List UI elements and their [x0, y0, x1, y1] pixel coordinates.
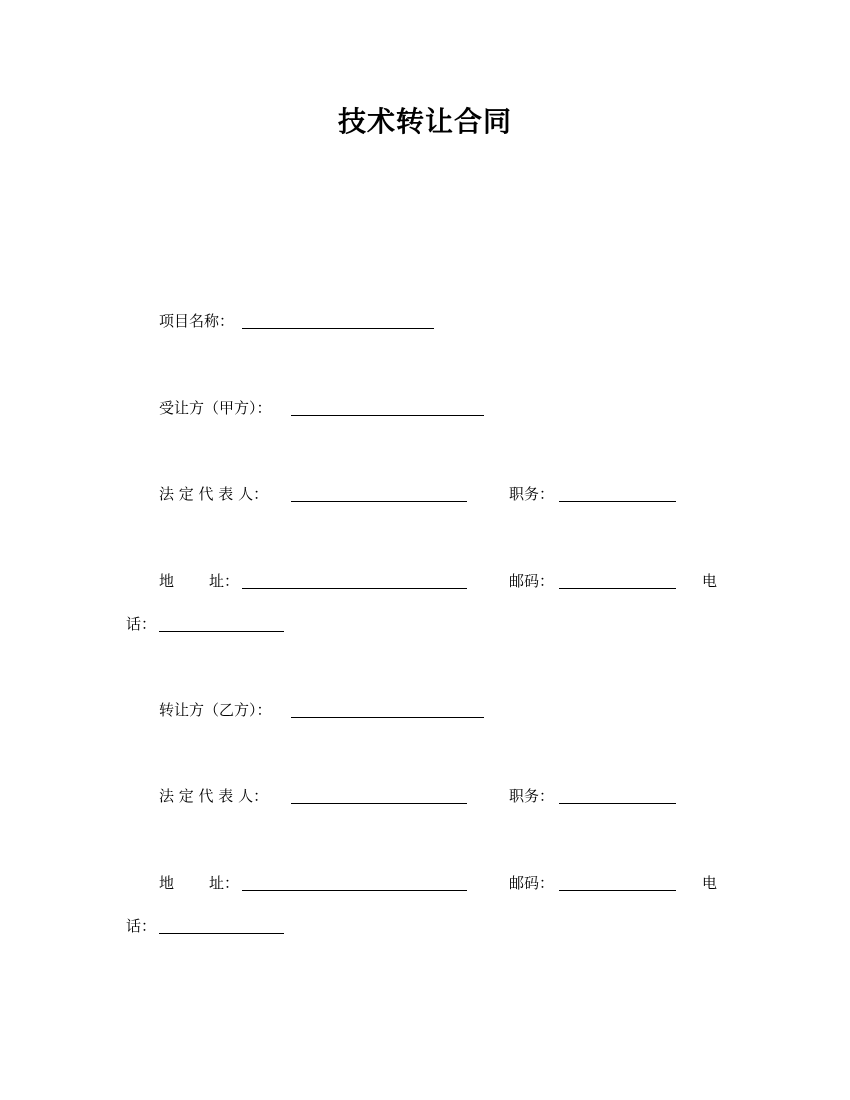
- party-a-postcode-blank[interactable]: [559, 588, 676, 589]
- party-b-phone-label-1: 电: [702, 874, 718, 892]
- party-a-address-blank[interactable]: [242, 588, 467, 589]
- transferee-label: 受让方（甲方）：: [159, 399, 272, 417]
- party-b-address-blank[interactable]: [242, 890, 467, 891]
- party-b-position-blank[interactable]: [559, 803, 676, 804]
- party-a-legal-rep-label: 法 定 代 表 人：: [159, 485, 269, 503]
- party-a-position-label: 职务：: [509, 485, 555, 503]
- document-title: 技术转让合同: [337, 105, 512, 138]
- party-b-phone-blank[interactable]: [159, 933, 284, 934]
- party-b-postcode-blank[interactable]: [559, 890, 676, 891]
- party-a-position-blank[interactable]: [559, 501, 676, 502]
- party-a-phone-label-1: 电: [702, 572, 718, 590]
- party-a-phone-blank[interactable]: [159, 631, 284, 632]
- transferee-blank[interactable]: [291, 415, 484, 416]
- transferor-label: 转让方（乙方）：: [159, 701, 272, 719]
- party-a-postcode-label: 邮码：: [509, 572, 555, 590]
- party-b-position-label: 职务：: [509, 787, 555, 805]
- project-name-blank[interactable]: [242, 328, 434, 329]
- party-b-legal-rep-blank[interactable]: [291, 803, 467, 804]
- party-b-legal-rep-label: 法 定 代 表 人：: [159, 787, 269, 805]
- transferor-blank[interactable]: [291, 717, 484, 718]
- party-b-phone-label-2: 话：: [126, 917, 157, 935]
- party-b-address-label-2: 址：: [209, 874, 240, 892]
- party-a-address-label-2: 址：: [209, 572, 240, 590]
- party-b-address-label-1: 地: [159, 874, 175, 892]
- party-a-legal-rep-blank[interactable]: [291, 501, 467, 502]
- party-a-address-label-1: 地: [159, 572, 175, 590]
- party-b-postcode-label: 邮码：: [509, 874, 555, 892]
- party-a-phone-label-2: 话：: [126, 615, 157, 633]
- project-name-label: 项目名称：: [159, 312, 235, 330]
